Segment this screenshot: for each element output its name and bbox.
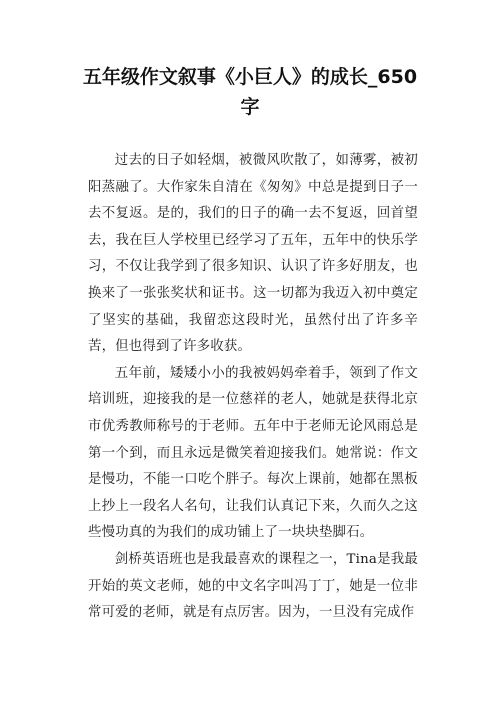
paragraph: 剑桥英语班也是我最喜欢的课程之一，Tina是我最开始的英文老师，她的中文名字叫冯丁丁，她是一位非常可爱的老师，就是有点厉害。因为，一旦没有完成作 bbox=[88, 551, 418, 621]
document-title: 五年级作文叙事《小巨人》的成长_650字 bbox=[82, 66, 418, 118]
paragraph: 过去的日子如轻烟，被微风吹散了，如薄雾，被初阳蒸融了。大作家朱自清在《匆匆》中总是提到日子一去不复返。是的，我们的日子的确一去不复返，回首望去，我在巨人学校里已经学习了五年，五年中的快乐学习，不仅让我学到了很多知识、认识了许多好朋友，也换来了一张张奖状和证书。这一切都为我迈入初中奠定了坚实的基础，我留恋这段时光，虽然付出了许多辛苦，但也得到了许多收获。 bbox=[88, 153, 418, 355]
paragraph: 五年前，矮矮小小的我被妈妈牵着手，领到了作文培训班，迎接我的是一位慈祥的老人，她就是获得北京市优秀教师称号的于老师。五年中于老师无论风雨总是第一个到，而且永远是微笑着迎接我们。她常说：作文是慢功，不能一口吃个胖子。每次上课前，她都在黑板上抄上一段名人名句，让我们认真记下来，久而久之这些慢功真的为我们的成功铺上了一块块垫脚石。 bbox=[88, 365, 418, 541]
document-body bbox=[88, 148, 418, 627]
